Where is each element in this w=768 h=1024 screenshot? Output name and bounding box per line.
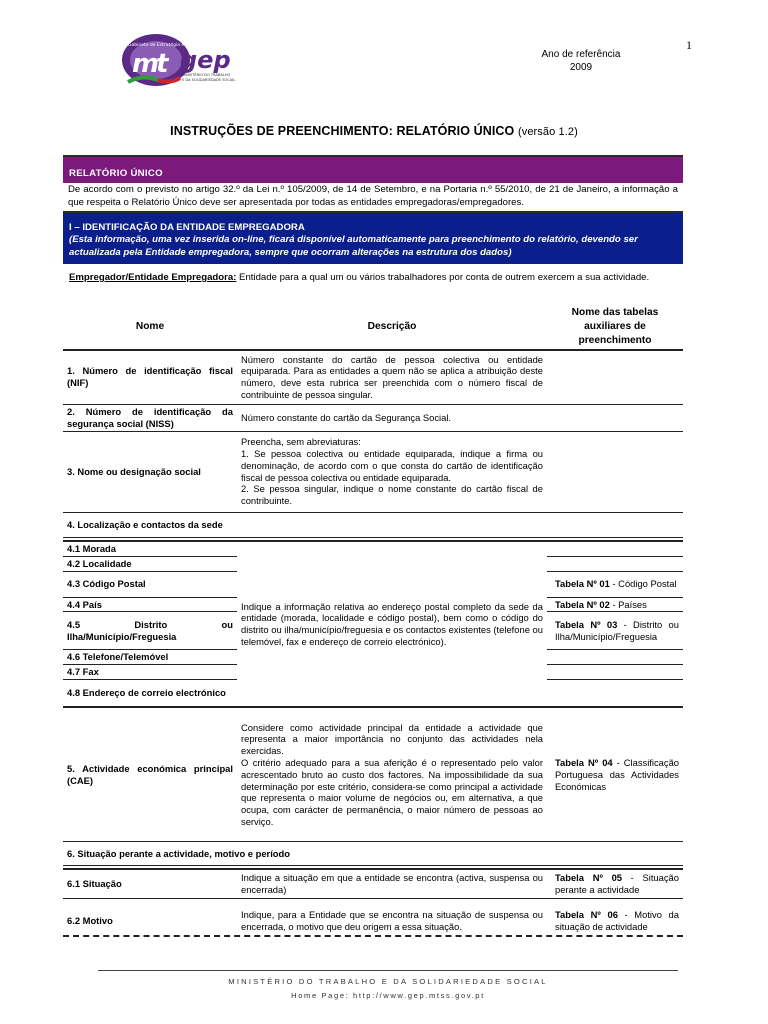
row-aux-table <box>547 665 683 680</box>
employer-definition-text: Entidade para a qual um ou vários trabalhadores por conta de outrem exercem a sua actividade. <box>236 272 650 283</box>
table-row <box>63 541 683 556</box>
row-aux-table <box>547 650 683 665</box>
row-aux-table <box>547 556 683 571</box>
reference-year-label: Ano de referência <box>541 49 621 60</box>
row-name: 4.2 Localidade <box>63 556 237 571</box>
aux-table-name: - Distrito ou Ilha/Município/Freguesia <box>555 619 679 642</box>
section-relatorio-unico-text: De acordo com o previsto no artigo 32.º da Lei n.º 105/2009, de 14 de Setembro, e na Portaria n.º 55/2010, de 21 de Janeiro, a informação a que respeita o Relatório Único deve ser apresentada por todas as entidades empregadoras/empregadores. <box>68 184 678 208</box>
row-name: 6.1 Situação <box>63 869 237 898</box>
footer-homepage: Home Page: http://www.gep.mtss.gov.pt <box>291 991 485 1000</box>
svg-text:t: t <box>156 49 169 79</box>
aux-table-code: Tabela Nº 06 <box>555 908 618 920</box>
table-row <box>63 404 683 431</box>
row-description: Número constante do cartão de pessoa colectiva ou entidade equiparada. Para as entidades a quem não se aplica a atribuição deste número, deve esta rubrica ser preenchida com o número fiscal de contribuinte de pessoa singular. <box>237 350 547 404</box>
row-description-item-2: 2. Se pessoa singular, indique o nome constante do cartão fiscal de contribuinte. <box>241 483 543 507</box>
row-name: 4.3 Código Postal <box>63 571 237 597</box>
row-aux-table <box>547 869 683 898</box>
row-aux-table <box>547 679 683 707</box>
aux-table-code: Tabela Nº 01 <box>555 578 610 590</box>
row-name: 4.4 País <box>63 597 237 612</box>
document-title <box>64 124 684 138</box>
logo-brand: gep <box>180 46 231 74</box>
logo-ministry-line-1: MINISTÉRIO DO TRABALHO <box>182 73 231 77</box>
logo-top-text: Gabinete de Estratégia e Planeamento <box>128 43 216 48</box>
header-tabelas-auxiliares: Nome das tabelas auxiliares de preenchimento <box>547 304 683 350</box>
reference-year-block <box>520 48 642 74</box>
row-aux-table <box>547 404 683 431</box>
row-description <box>237 431 547 512</box>
row-aux-table <box>547 431 683 512</box>
row-description-intro: Preencha, sem abreviaturas: <box>241 436 361 448</box>
row-description: Número constante do cartão da Segurança Social. <box>237 404 547 431</box>
row-name: 5. Actividade económica principal (CAE) <box>63 707 237 841</box>
row-aux-table <box>547 350 683 404</box>
row-description-paragraph-2: O critério adequado para a sua aferição é o representado pelo valor acrescentado bruto ao custo dos factores. Na impossibilidade da sua determinação por este critério, considera-se como principal a actividade que representa o maior volume de negócios ou, em alternativa, a que ocupa, com carácter de permanência, o maior número de pessoas ao serviço. <box>241 757 543 828</box>
section-row <box>63 841 683 865</box>
row-description-item-1: 1. Se pessoa colectiva ou entidade equiparada, indique a firma ou denominação, de acordo com o que consta do cartão de identificação fiscal de pessoa colectiva ou entidade equiparada. <box>241 447 543 483</box>
row-aux-table <box>547 541 683 556</box>
aux-table-code: Tabela Nº 05 <box>555 872 622 884</box>
instructions-table <box>63 304 683 940</box>
section-row <box>63 512 683 537</box>
row-aux-table <box>547 898 683 940</box>
section-6-title: 6. Situação perante a actividade, motivo e período <box>63 841 683 865</box>
table-row <box>63 869 683 898</box>
row-description-section-4: Indique a informação relativa ao endereço postal completo da sede da entidade (morada, localidade e código postal), bem como o código do distrito ou ilha/município/freguesia e os contactos existentes (telefone ou telemóvel, fax e endereço de correio electrónico). <box>237 541 547 707</box>
mtgep-logo-icon <box>118 30 238 88</box>
row-description-paragraph-1: Considere como actividade principal da entidade a actividade que representa a maior importância no conjunto das actividades nela exercidas. <box>241 721 543 757</box>
row-name: 4.1 Morada <box>63 541 237 556</box>
document-version: (versão 1.2) <box>517 126 578 138</box>
aux-table-name: - Classificação Portuguesa das Actividades Económicas <box>555 757 679 792</box>
row-name: 4.5 Distrito ou Ilha/Município/Freguesia <box>63 612 237 650</box>
instructions-table-wrapper <box>63 304 683 940</box>
svg-text:m: m <box>132 49 160 79</box>
footer-ministry: MINISTÉRIO DO TRABALHO E DA SOLIDARIEDADE SOCIAL <box>228 977 548 986</box>
aux-table-name: - Países <box>609 598 647 610</box>
row-description <box>237 707 547 841</box>
section-relatorio-unico-title: RELATÓRIO ÚNICO <box>69 168 163 179</box>
row-name: 3. Nome ou designação social <box>63 431 237 512</box>
employer-definition-term: Empregador/Entidade Empregadora: <box>69 272 237 283</box>
row-name: 4.8 Endereço de correio electrónico <box>63 679 237 707</box>
aux-table-name: - Situação perante a actividade <box>555 872 679 896</box>
logo-ministry-line-2: E DA SOLIDARIEDADE SOCIAL <box>182 78 236 82</box>
aux-table-name: - Motivo da situação de actividade <box>555 908 679 932</box>
footer-divider <box>98 970 678 971</box>
aux-table-code: Tabela Nº 04 <box>555 757 613 769</box>
row-name: 1. Número de identificação fiscal (NIF) <box>63 350 237 404</box>
document-title-main: INSTRUÇÕES DE PREENCHIMENTO: RELATÓRIO ÚNICO <box>170 124 515 138</box>
aux-table-code: Tabela Nº 03 <box>555 619 618 631</box>
row-description: Indique, para a Entidade que se encontra na situação de suspensa ou encerrada, o motivo que deu origem a essa situação. <box>241 908 543 932</box>
employer-definition <box>69 271 679 285</box>
section-identificacao-header <box>63 211 683 264</box>
table-row <box>63 350 683 404</box>
table-row <box>63 707 683 841</box>
section-4-title: 4. Localização e contactos da sede <box>63 512 683 537</box>
aux-table-code: Tabela Nº 02 <box>555 598 610 610</box>
row-name: 4.6 Telefone/Telemóvel <box>63 650 237 665</box>
row-aux-table <box>547 612 683 650</box>
reference-year-value: 2009 <box>569 62 593 73</box>
header-nome: Nome <box>63 304 237 350</box>
row-name: 6.2 Motivo <box>67 914 113 926</box>
section-identificacao-title: I – IDENTIFICAÇÃO DA ENTIDADE EMPREGADORA <box>69 222 305 233</box>
table-row <box>63 431 683 512</box>
page-number: 1 <box>686 38 692 52</box>
table-row <box>63 898 683 940</box>
section-relatorio-unico-header <box>63 155 683 183</box>
row-name: 2. Número de identificação da segurança social (NISS) <box>63 404 237 431</box>
row-aux-table <box>547 597 683 612</box>
table-header-row <box>63 304 683 350</box>
table-continuation-divider <box>63 935 683 937</box>
aux-table-name: - Código Postal <box>609 578 677 590</box>
row-name: 4.7 Fax <box>63 665 237 680</box>
row-aux-table <box>547 707 683 841</box>
row-aux-table <box>547 571 683 597</box>
mtgep-logo <box>118 30 238 88</box>
row-description: Indique a situação em que a entidade se encontra (activa, suspensa ou encerrada) <box>237 869 547 898</box>
section-identificacao-note: (Esta informação, uma vez inserida on-line, ficará disponível automaticamente para preenchimento do relatório, devendo ser actualizada pela Entidade empregadora, sempre que ocorram alterações na estrutura dos dados) <box>69 234 638 258</box>
header-descricao: Descrição <box>237 304 547 350</box>
